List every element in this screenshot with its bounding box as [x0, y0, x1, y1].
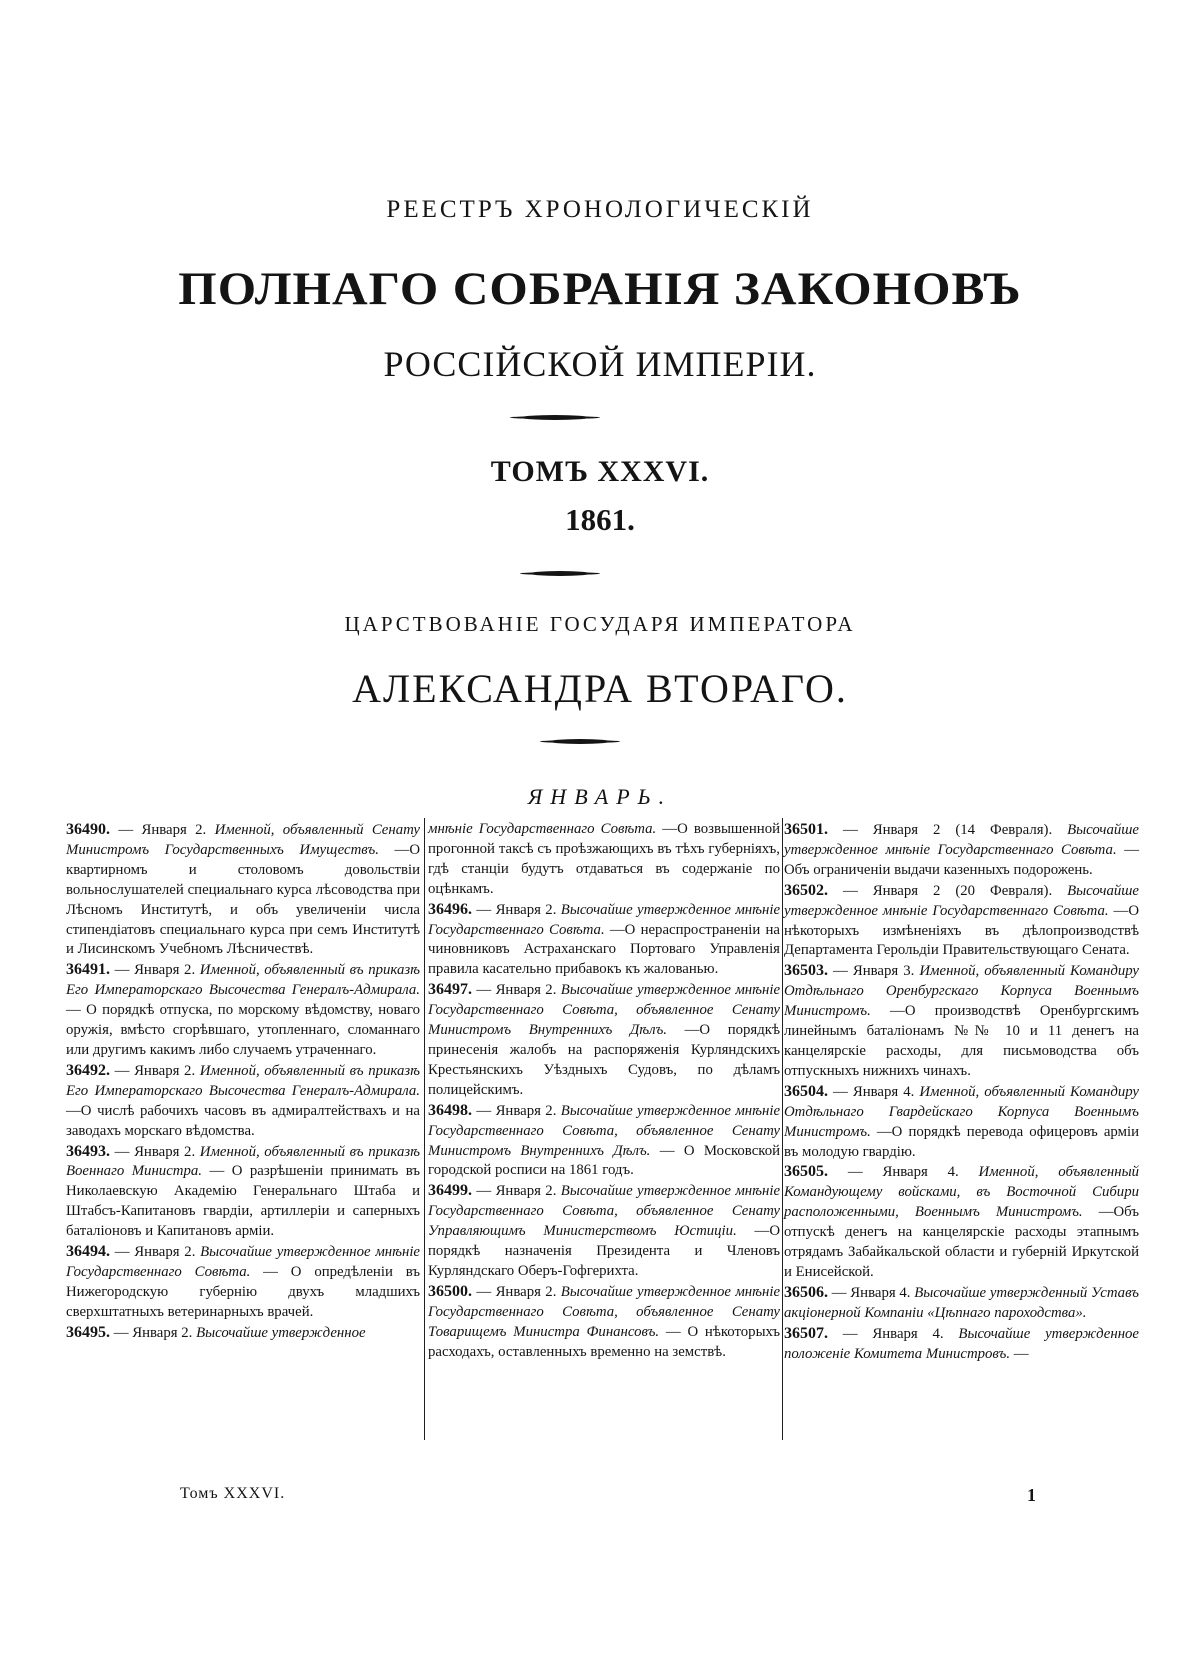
collection-title: ПОЛНАГО СОБРАНІЯ ЗАКОНОВЪ [178, 263, 1022, 315]
entry-kind: Высочайше утвержденное мнѣніе Государственнаго Совѣта, объявленное Сенату Управляющимъ Министерствомъ Юстиціи. [428, 1183, 781, 1240]
entry-number: 36490. [66, 821, 110, 838]
law-entry [428, 1181, 780, 1282]
entry-kind: Высочайше утвержденное [196, 1324, 366, 1341]
ornament-divider [510, 416, 600, 419]
month-heading: ЯНВАРЬ. [527, 784, 673, 809]
law-entry [428, 1282, 780, 1363]
law-entry [784, 881, 1139, 962]
entry-text: —О порядкѣ перевода офицеровъ арміи въ молодую гвардію. [784, 1123, 1139, 1160]
entry-date: — Января 2. [476, 982, 557, 999]
entry-kind: Высочайше утвержденное мнѣніе Государственнаго Совѣта. [784, 822, 1139, 858]
entry-number: 36491. [66, 961, 110, 979]
ornament-divider [540, 740, 620, 743]
entry-kind: Высочайше утвержденное положеніе Комитета Министровъ. [784, 1325, 1139, 1362]
entry-date: — Января 2. [476, 901, 557, 918]
entry-number: 36496. [428, 900, 472, 918]
entry-number: 36503. [784, 962, 828, 980]
entry-kind: Высочайше утвержденное мнѣніе Государственнаго Совѣта, объявленное Сенату Министромъ Внутреннихъ Дѣлъ. [428, 982, 781, 1039]
entry-kind: Именной, объявленный Сенату Министромъ Государственныхъ Имуществъ. [66, 822, 420, 858]
law-entry [784, 1082, 1139, 1163]
law-entry [66, 960, 420, 1061]
entry-number: 36492. [66, 1061, 110, 1079]
entry-number: 36505. [784, 1163, 828, 1181]
entry-kind: Именной, объявленный Командующему войсками, въ Восточной Сибири расположенными, Военнымъ Министромъ. [784, 1164, 1139, 1221]
law-entry [66, 1323, 420, 1344]
registry-title: РЕЕСТРЪ ХРОНОЛОГИЧЕСКІЙ [386, 196, 814, 223]
law-entry [784, 961, 1139, 1081]
law-entry [784, 1324, 1139, 1365]
ornament-divider [520, 572, 600, 575]
entry-text: —О нѣкоторыхъ измѣненіяхъ въ дѣлопроизводствѣ Департамента Герольдіи Правительствующаго Сената. [784, 902, 1139, 959]
entry-date: — Января 2. [113, 1324, 193, 1341]
entry-text: —О квартирномъ и столовомъ довольствіи вольнослушателей специальнаго курса лѣсоводства при Лѣсномъ Институтѣ, и объ увеличеніи числа стипендіатовъ специальнаго курса при семъ Институтѣ и Лисинскомъ Учебномъ Лѣсничествѣ. [66, 841, 420, 958]
entry-date: — Января 2. [114, 1244, 196, 1261]
entry-number: 36497. [428, 981, 472, 999]
entry-kind: мнѣніе Государственнаго Совѣта. [428, 821, 657, 837]
column-rule [782, 818, 783, 1440]
entry-date: — Января 2 (20 Февраля). [842, 882, 1053, 899]
volume-footer: Томъ XXXVI. [180, 1485, 286, 1502]
column-2 [428, 820, 780, 1362]
entry-number: 36501. [784, 821, 828, 838]
entry-text: — Объ ограниченіи выдачи казенныхъ подорожень. [784, 841, 1139, 878]
entry-kind: Высочайше утвержденный Уставъ акціонерной Компаніи «Цѣпнаго пароходства». [784, 1284, 1139, 1321]
entry-date: — Января 4. [847, 1164, 959, 1181]
column-1 [66, 820, 420, 1344]
volume-title: ТОМЪ XXXVI. [490, 455, 710, 488]
law-entry [66, 820, 420, 960]
emperor-title: АЛЕКСАНДРА ВТОРАГО. [352, 666, 848, 711]
entry-number: 36500. [428, 1282, 472, 1300]
law-entry [66, 1242, 420, 1323]
entry-kind: Именной, объявленный въ приказѣ Военнаго Министра. [66, 1143, 421, 1180]
entry-kind: Именной, объявленный Командиру Отдѣльнаго Гвардейскаго Корпуса Военнымъ Министромъ. [784, 1083, 1139, 1140]
law-entry [66, 1061, 420, 1142]
entry-text: —О производствѣ Оренбургскимъ линейнымъ баталіонамъ №№ 10 и 11 денегъ на канцелярскіе расходы, для письмоводства объ отпускныхъ нижнихъ чинахъ. [784, 1003, 1139, 1079]
entry-text: — О Московской городской росписи на 1861 годъ. [428, 1142, 781, 1179]
entry-kind: Именной, объявленный въ приказѣ Его Императорскаго Высочества Генералъ-Адмирала. [66, 1062, 421, 1099]
law-entry [66, 1142, 420, 1243]
entry-kind: Именной, объявленный въ приказѣ Его Императорскаго Высочества Генералъ-Адмирала. [66, 962, 421, 999]
entry-number: 36493. [66, 1142, 110, 1160]
empire-title: РОССІЙСКОЙ ИМПЕРІИ. [383, 344, 817, 384]
entry-text: —О порядкѣ назначенія Президента и Членовъ Курляндскаго Оберъ-Гофгерихта. [428, 1223, 780, 1279]
entry-number: 36502. [784, 881, 828, 899]
entry-text: —О нераспространеніи на чиновниковъ Астраханскаго Портоваго Управленія правила касательно прибавокъ къ жалованью. [428, 921, 780, 978]
entry-kind: Высочайше утвержденное мнѣніе Государственнаго Совѣта. [784, 882, 1139, 919]
entry-number: 36494. [66, 1243, 110, 1261]
entry-text: — О порядкѣ отпуска, по морскому вѣдомству, новаго оружія, вмѣсто сгорѣвшаго, утопленнаго, сломаннаго или другимъ какимъ либо случаемъ утраченнаго. [66, 1002, 420, 1058]
year-title: 1861. [565, 502, 635, 537]
reign-title: ЦАРСТВОВАНІЕ ГОСУДАРЯ ИМПЕРАТОРА [344, 612, 856, 636]
entry-number: 36498. [428, 1101, 472, 1119]
law-entry [428, 900, 780, 981]
entry-date: — Января 2. [476, 1283, 557, 1300]
column-3 [784, 820, 1139, 1364]
law-entry [784, 820, 1139, 881]
entry-text: — О опредѣленіи въ Нижегородскую губернію двухъ младшихъ сверхштатныхъ ветеринарныхъ врачей. [66, 1263, 420, 1320]
entry-date: — Января 2. [114, 962, 196, 979]
entry-text: —О возвышенной прогонной таксѣ съ проѣзжающихъ въ тѣхъ губерніяхъ, гдѣ станціи будутъ отдаваться въ содержаніе по оцѣнкамъ. [428, 821, 781, 897]
entry-number: 36504. [784, 1082, 828, 1100]
entry-number: 36506. [784, 1283, 828, 1301]
law-entry [428, 980, 780, 1100]
entry-date: — Января 2. [476, 1183, 557, 1200]
entry-date: — Января 4. [833, 1083, 915, 1100]
entry-kind: Высочайше утвержденное мнѣніе Государственнаго Совѣта. [428, 901, 781, 938]
law-entry [784, 1283, 1139, 1324]
column-rule [424, 818, 425, 1440]
entry-kind: Высочайше утвержденное мнѣніе Государственнаго Совѣта, объявленное Сенату Министромъ Внутреннихъ Дѣлъ. [428, 1102, 781, 1159]
entry-text: —О порядкѣ принесенія жалобъ на распоряженія Курляндскихъ Крестьянскихъ Уѣздныхъ Судовъ, по дѣламъ полицейскимъ. [428, 1022, 780, 1098]
entry-kind: Именной, объявленный Командиру Отдѣльнаго Оренбургскаго Корпуса Военнымъ Министромъ. [784, 963, 1139, 1020]
entry-kind: Высочайше утвержденное мнѣніе Государственнаго Совѣта. [66, 1244, 420, 1280]
entry-number: 36495. [66, 1323, 110, 1341]
entry-kind: Высочайше утвержденное мнѣніе Государственнаго Совѣта, объявленное Сенату Товарищемъ Министра Финансовъ. [428, 1283, 781, 1340]
entry-text: — О разрѣшеніи принимать въ Николаевскую Академію Генеральнаго Штаба и Штабсъ-Капитановъ гвардіи, артиллеріи и саперныхъ баталіоновъ и Капитановъ арміи. [66, 1163, 420, 1240]
entry-text: — О нѣкоторыхъ расходахъ, оставленныхъ временно на земствѣ. [428, 1323, 780, 1360]
entry-date: — Января 2. [114, 1143, 196, 1160]
entry-text: — [1013, 1345, 1029, 1362]
entry-date: — Января 2. [114, 1062, 196, 1079]
entry-text: —Объ отпускѣ денегъ на канцелярскіе расходы этапнымъ отрядамъ Забайкальской области и губерній Иркутской и Енисейской. [784, 1204, 1139, 1280]
entry-date: — Января 4. [831, 1284, 911, 1301]
entry-date: — Января 3. [833, 963, 915, 980]
entry-number: 36507. [784, 1324, 828, 1342]
entry-date: — Января 2. [118, 822, 207, 838]
entry-date: — Января 2 (14 Февраля). [842, 822, 1053, 838]
page-number: 1 [1027, 1485, 1037, 1505]
law-entry [428, 820, 780, 900]
law-entry [784, 1162, 1139, 1282]
entry-date: — Января 2. [476, 1102, 557, 1119]
entry-date: — Января 4. [842, 1325, 944, 1342]
entry-number: 36499. [428, 1182, 472, 1200]
law-entry [428, 1101, 780, 1182]
entry-text: —О числѣ рабочихъ часовъ въ адмиралтействахъ и на заводахъ морскаго вѣдомства. [66, 1102, 420, 1139]
